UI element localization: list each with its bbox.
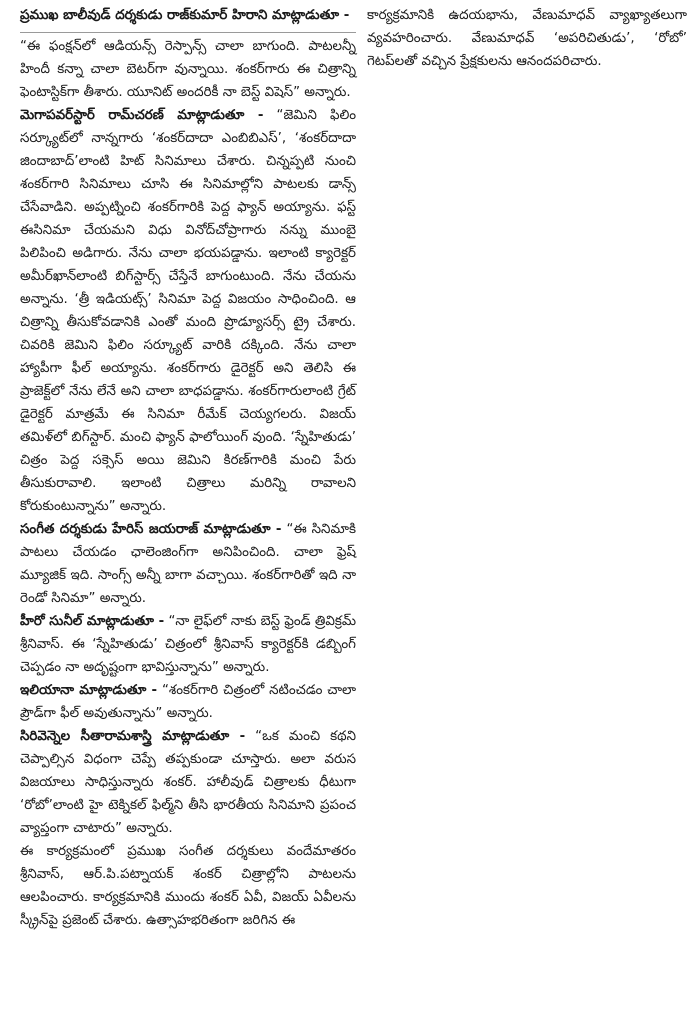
speaker-heading: ప్రముఖ బాలీవుడ్ దర్శకుడు రాజ్‌కుమార్ హిరాని మాట్లాడుతూ - (20, 8, 350, 23)
paragraph-harris-jayaraj (20, 518, 356, 610)
speaker-quote: “ఒక మంచి కథని చెప్పాల్సిన విధంగా చెప్పే తప్పకుండా చూస్తారు. అలా వరుస విజయాలు సాధిస్తున్నారు శంకర్. హాలీవుడ్ చిత్రాలకు ధీటుగా ‘రోబో’లాంటి హై టెక్నికల్ ఫిల్మ్‌ని తీసి భారతీయ సినిమాని ప్రపంచ వ్యాప్తంగా చాటారు” అన్నారు. (20, 729, 356, 836)
speaker-quote: “ఈ సినిమాకి పాటలు చేయడం ఛాలెంజింగ్‌గా అనిపించింది. చాలా ఫ్రెష్ మ్యూజిక్ ఇది. సాంగ్స్ అన్నీ బాగా వచ్చాయి. శంకర్‌గారితో ఇది నా రెండో సినిమా” అన్నారు. (20, 522, 356, 606)
body-text: కార్యక్రమానికి ఉదయభాను, వేణుమాధవ్ వ్యాఖ్యాతలుగా వ్యవహరించారు. వేణుమాధవ్ ‘అపరిచితుడు’, ‘రోబో’ గెటప్‌లతో వచ్చిన ప్రేక్షకులను ఆనందపరిచారు. (367, 8, 687, 69)
speaker-quote: “ఈ ఫంక్షన్‌లో ఆడియన్స్ రెస్పాన్స్ చాలా బాగుంది. పాటలన్నీ హిందీ కన్నా చాలా బెటర్‌గా వున్నాయి. శంకర్‌గారు ఈ చిత్రాన్ని ఫెంటాస్టిక్‌గా తీశారు. యూనిట్ అందరికీ నా బెస్ట్ విషెస్” అన్నారు. (20, 39, 356, 100)
paragraph-sirivennela (20, 725, 356, 840)
paragraph-continuation (367, 4, 687, 73)
speaker-heading: సంగీత దర్శకుడు హేరిస్ జయరాజ్ మాట్లాడుతూ - (20, 522, 282, 537)
body-text: ఈ కార్యక్రమంలో ప్రముఖ సంగీత దర్శకులు వందేమాతరం శ్రీనివాస్, ఆర్.పి.పట్నాయక్ శంకర్ చిత్రాల్లోని పాటలను ఆలపించారు. కార్యక్రమానికి ముందు శంకర్ ఏవీ, విజయ్ ఏవీలను స్క్రీన్‌పై ప్రజెంట్ చేశారు. ఉత్సాహభరితంగా జరిగిన ఈ (20, 844, 356, 928)
article-right-column (367, 4, 687, 73)
speaker-heading: సిరివెన్నెల సీతారామశాస్త్రి మాట్లాడుతూ - (20, 729, 246, 744)
speaker-heading: ఇలియానా మాట్లాడుతూ - (20, 683, 158, 698)
paragraph-hirani (20, 4, 356, 27)
speaker-heading: హీరో సునీల్ మాట్లాడుతూ - (20, 614, 165, 629)
speaker-quote: “నా లైఫ్‌లో నాకు బెస్ట్ ఫ్రెండ్ త్రివిక్రమ్ శ్రీనివాస్. ఈ ‘స్నేహితుడు’ చిత్రంలో శ్రీనివాస్ క్యారెక్టర్‌కి డబ్బింగ్ చెప్పడం నా అదృష్టంగా భావిస్తున్నాను” అన్నారు. (20, 614, 357, 675)
paragraph-ramcharan (20, 104, 356, 518)
speaker-heading: మెగాపవర్‌స్టార్ రామ్‌చరణ్ మాట్లాడుతూ - (20, 108, 264, 123)
paragraph-ileana (20, 679, 356, 725)
article-left-column (20, 4, 356, 932)
paragraph-hirani-quote (20, 35, 356, 104)
divider-line (20, 32, 356, 33)
paragraph-event-summary (20, 840, 356, 932)
speaker-quote: “జెమిని ఫిలిం సర్క్యూట్‌లో నాన్నగారు ‘శంకర్‌దాదా ఎంబిబిఎస్’, ‘శంకర్‌దాదా జిందాబాద్’లాంటి హిట్ సినిమాలు చేశారు. చిన్నప్పటి నుంచి శంకర్‌గారి సినిమాలు చూసి ఈ సినిమాల్లోని పాటలకు డాన్స్ చేసేవాడిని. అప్పట్నించి శంకర్‌గారికి పెద్ద ఫ్యాన్ అయ్యాను. ఫస్ట్ ఈసినిమా చేయమని విధు వినోద్‌చోప్రాగారు నన్ను ముంబై పిలిపించి అడిగారు. నేను చాలా భయపడ్డాను. ఇలాంటి క్యారెక్టర్ అమీర్‌ఖాన్‌లాంటి బిగ్‌స్టార్స్ చేస్తేనే బాగుంటుంది. నేను చేయను అన్నాను. ‘త్రీ ఇడియట్స్’ సినిమా పెద్ద విజయం సాధించింది. ఆ చిత్రాన్ని తీసుకోవడానికి ఎంతో మంది ప్రొడ్యూసర్స్ ట్రై చేశారు. చివరికి జెమిని ఫిలిం సర్క్యూట్ వారికి దక్కింది. నేను చాలా హ్యాపీగా ఫీల్ అయ్యాను. శంకర్‌గారు డైరెక్టర్ అని తెలిసి ఈ ప్రాజెక్ట్‌లో నేను లేనే అని చాలా బాధపడ్డాను. శంకర్‌గారులాంటి గ్రేట్ డైరెక్టర్ మాత్రమే ఈ సినిమా రీమేక్ చెయ్యగలరు. విజయ్ తమిళ్‌లో బిగ్‌స్టార్. మంచి ఫ్యాన్ ఫాలోయింగ్ వుంది. ‘స్నేహితుడు’ చిత్రం పెద్ద సక్సెస్ అయి జెమిని కిరణ్‌గారికి మంచి పేరు తీసుకురావాలి. ఇలాంటి చిత్రాలు మరిన్ని రావాలని కోరుకుంటున్నాను” అన్నారు. (20, 108, 356, 514)
paragraph-sunil (20, 610, 356, 679)
speaker-quote: “శంకర్‌గారి చిత్రంలో నటించడం చాలా ప్రౌడ్‌గా ఫీల్ అవుతున్నాను” అన్నారు. (20, 683, 356, 721)
